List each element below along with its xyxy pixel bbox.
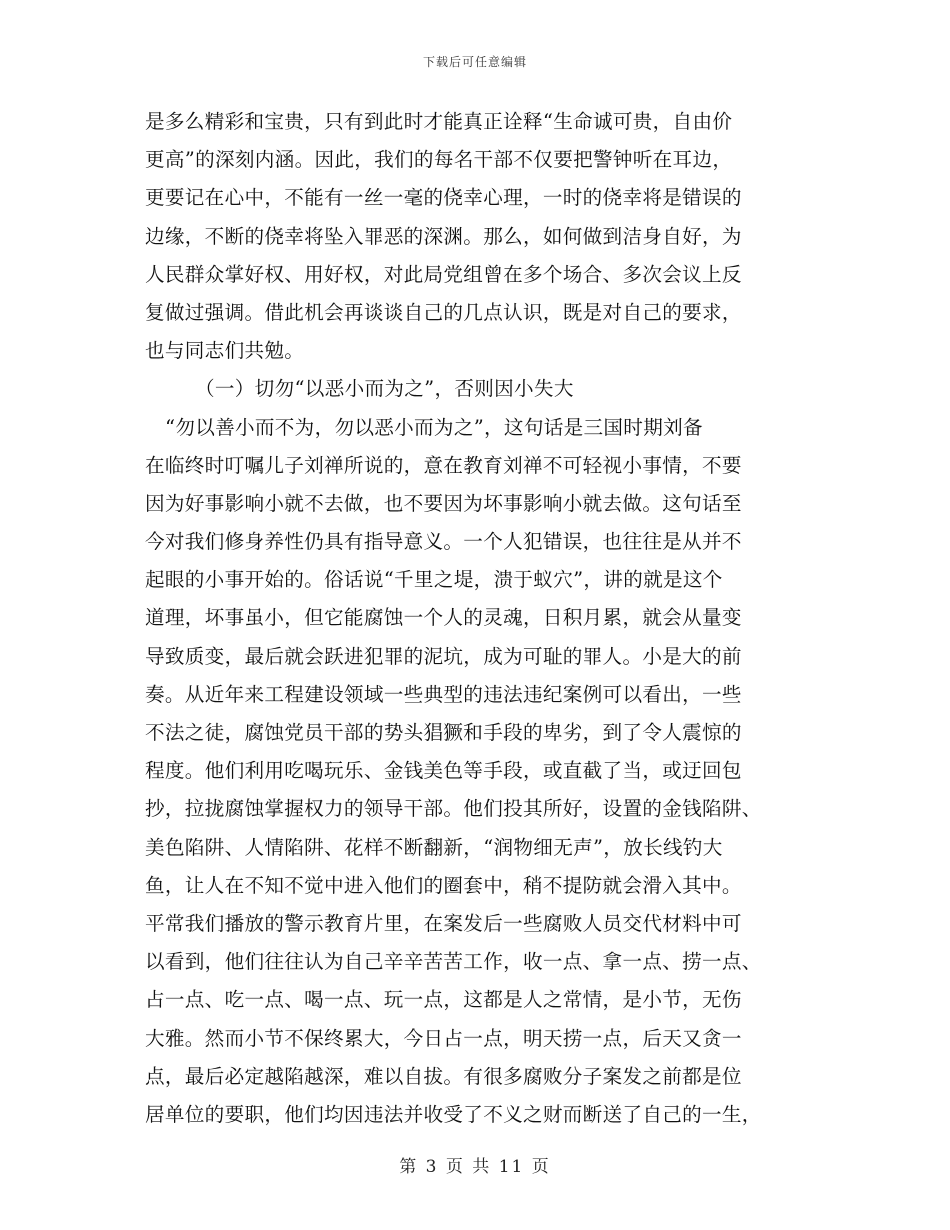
body-line: 以看到，他们往往认为自己辛辛苦苦工作，收一点、拿一点、捞一点、 xyxy=(145,950,762,974)
body-line: 奏。从近年来工程建设领域一些典型的违法违纪案例可以看出，一些 xyxy=(145,682,742,706)
body-line: 是多么精彩和宝贵，只有到此时才能真正诠释“生命诚可贵，自由价 xyxy=(145,110,733,133)
body-line: 更高”的深刻内涵。因此，我们的每名干部不仅要把警钟听在耳边， xyxy=(145,148,733,172)
body-line: 起眼的小事开始的。俗话说“千里之堤，溃于蚁穴”，讲的就是这个 xyxy=(145,568,723,592)
body-line: 抄，拉拢腐蚀掌握权力的领导干部。他们投其所好，设置的金钱陷阱、 xyxy=(145,797,762,821)
body-line: 鱼，让人在不知不觉中进入他们的圈套中，稍不提防就会滑入其中。 xyxy=(145,873,742,897)
body-line: 大雅。然而小节不保终累大，今日占一点，明天捞一点，后天又贪一 xyxy=(145,1026,742,1050)
body-line: 更要记在心中，不能有一丝一毫的侥幸心理，一时的侥幸将是错误的 xyxy=(145,186,742,210)
body-line: 平常我们播放的警示教育片里，在案发后一些腐败人员交代材料中可 xyxy=(145,911,742,935)
body-line: 道理，坏事虽小，但它能腐蚀一个人的灵魂，日积月累，就会从量变 xyxy=(145,606,742,630)
body-line: “勿以善小而不为，勿以恶小而为之”，这句话是三国时期刘备 xyxy=(165,415,703,439)
body-line: 今对我们修身养性仍具有指导意义。一个人犯错误，也往往是从并不 xyxy=(145,530,742,554)
body-line: 边缘，不断的侥幸将坠入罪恶的深渊。那么，如何做到洁身自好，为 xyxy=(145,224,742,248)
body-line: 导致质变，最后就会跃进犯罪的泥坑，成为可耻的罪人。小是大的前 xyxy=(145,644,742,668)
body-line: 在临终时叮嘱儿子刘禅所说的，意在教育刘禅不可轻视小事情，不要 xyxy=(145,453,742,477)
page-header: 下载后可任意编辑 xyxy=(422,55,527,69)
document-body xyxy=(145,103,805,1134)
body-line: 占一点、吃一点、喝一点、玩一点，这都是人之常情，是小节，无伤 xyxy=(145,988,742,1012)
body-line: 人民群众掌好权、用好权，对此局党组曾在多个场合、多次会议上反 xyxy=(145,262,742,286)
body-line: 居单位的要职，他们均因违法并收受了不义之财而断送了自己的一生， xyxy=(145,1102,762,1126)
body-line: 复做过强调。借此机会再谈谈自己的几点认识，既是对自己的要求， xyxy=(145,300,742,324)
body-line: 程度。他们利用吃喝玩乐、金钱美色等手段，或直截了当，或迂回包 xyxy=(145,759,742,783)
body-line: 不法之徒，腐蚀党员干部的势头猖獗和手段的卑劣，到了令人震惊的 xyxy=(145,721,742,744)
body-line: 美色陷阱、人情陷阱、花样不断翻新，“润物细无声”，放长线钓大 xyxy=(145,835,723,859)
section-heading: （一）切勿“以恶小而为之”，否则因小失大 xyxy=(195,377,574,401)
body-line: 因为好事影响小就不去做，也不要因为坏事影响小就去做。这句话至 xyxy=(145,491,742,515)
body-line: 也与同志们共勉。 xyxy=(145,339,305,363)
page-footer: 第 3 页 共 11 页 xyxy=(399,1157,551,1177)
body-line: 点，最后必定越陷越深，难以自拔。有很多腐败分子案发之前都是位 xyxy=(145,1064,742,1088)
